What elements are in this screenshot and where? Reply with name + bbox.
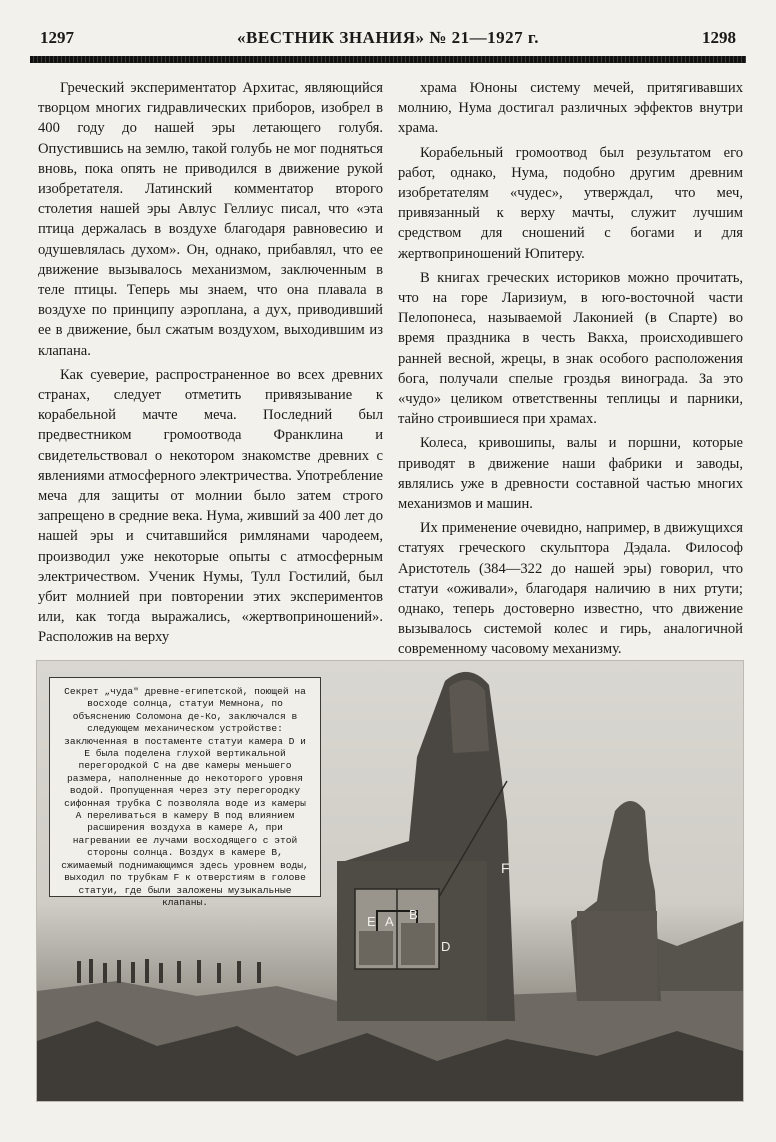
left-column — [38, 78, 383, 648]
label-A: A — [385, 914, 394, 929]
page-number-right: 1298 — [702, 28, 736, 47]
header-rule — [30, 56, 746, 63]
paragraph: В книгах греческих историков можно прочитать, что на горе Ларизиум, в юго-восточной части Пелопонеса, называемой Лаконией (в Спарте) во время праздника в честь Вакха, происходившего ранней весной, жрецы, в знак особого расположения бога, получали спелые гроздья винограда. За это «чудо» целиком ответственны теплицы и парники, тайно строившиеся при храмах. — [398, 269, 743, 428]
running-header — [30, 24, 746, 54]
label-B: B — [409, 907, 418, 922]
page-number-left: 1297 — [40, 28, 74, 47]
label-F: F — [501, 860, 510, 876]
right-column — [398, 78, 743, 684]
paragraph: храма Юноны систему мечей, притягивавших молнию, Нума достигал различных эффектов внутри храма. — [398, 80, 743, 137]
label-D: D — [441, 939, 451, 954]
paragraph: Колеса, кривошипы, валы и поршни, которые приводят в движение наши фабрики и заводы, являлись уже в древности составной частью многих механизмов и машин. — [398, 435, 743, 513]
figure-caption: Секрет „чуда" древне-египетской, поющей на восходе солнца, статуи Мемнона, по объяснению Соломона де-Ко, заключался в следующем механическом устройстве: заключенная в постаменте статуи камера D и E была поделена глухой вертикальной перегородкой С на две камеры меньшего размера, наполненные до некоторого уровня водой. Пропущенная через эту перегородку сифонная трубка С позволяла воде из камеры A переливаться в камеру B под влиянием расширения воздуха в камере A, при нагревании ее лучами восходящего с этой стороны солнца. Воздух в камере B, сжимаемый поднимающимся здесь уровнем воды, выходил по трубкам F к отверстиям в голове статуи, где были заложены музыкальные клапаны. — [49, 677, 321, 897]
journal-title: «ВЕСТНИК ЗНАНИЯ» № 21—1927 г. — [237, 28, 539, 47]
paragraph: Как суеверие, распространенное во всех древних странах, следует отметить привязывание к корабельной мачте меча. Последний был предвестником громоотвода Франклина и свидетельствовал о некотором знакомстве древних с явлениями атмосферного электричества. Употребление меча для защиты от молнии было затем строго запрещено в средние века. Нума, живший за 400 лет до нашей эры и считавшийся римлянами чародеем, производил уже некоторые опыты с атмосферным электричеством. Ученик Нумы, Тулл Гостилий, был убит молнией при повторении этих экспериментов или, как тогда выражались, «жертвоприношений». Расположив на верху — [38, 366, 383, 646]
paragraph: Греческий экспериментатор Архитас, являющийся творцом многих гидравлических приборов, изобрел в 400 году до нашей эры летающего голубя. Опустившись на землю, такой голубь не мог подняться вновь, пока опять не приводился в движение рукой изобретателя. Латинский комментатор второго столетия нашей эры Авлус Геллиус писал, что «эта птица держалась в воздухе благодаря равновесию и одушевлялась духом». Он, однако, прибавлял, что ее движение вызывалось механизмом, заключенным в теле птицы. Теперь мы знаем, что она плавала в воздухе по принципу аэроплана, а дух, приводивший ее в движение, был сжатым воздухом, выходившим из клапана. — [38, 80, 383, 359]
paragraph: Их применение очевидно, например, в движущихся статуях греческого скульптора Дэдала. Философ Аристотель (384—322 до нашей эры) говорил, что статуи «оживали», благодаря наличию в них ртути; однако, теперь достоверно известно, что движение вызывалось системой колес и гирь, аналогичной современному часовому механизму. — [398, 520, 743, 658]
paragraph: Корабельный громоотвод был результатом его работ, однако, Нума, подобно другим древним изобретателям «чудес», утверждал, что меч, привязанный к верху мачты, служит лучшим средством для сношений с богами и для жертвоприношений Юпитеру. — [398, 144, 743, 262]
memnon-illustration — [36, 660, 744, 1102]
label-E: E — [367, 914, 376, 929]
